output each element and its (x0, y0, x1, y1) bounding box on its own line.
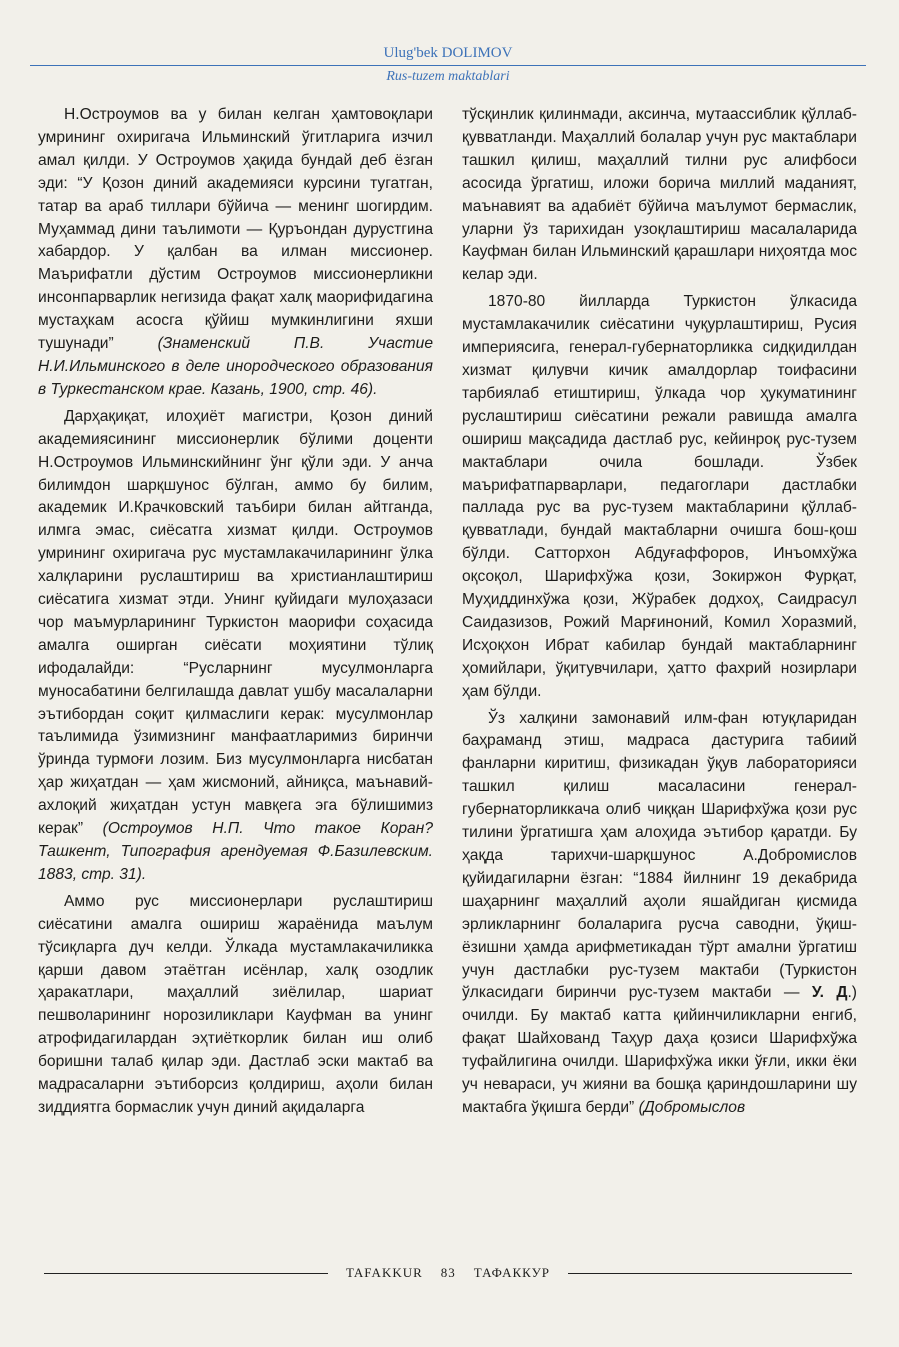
paragraph: тўсқинлик қилинмади, аксинча, мутаассиблик қўллаб-қувватланди. Маҳаллий болалар учун рус мактаблари ташкил қилиш, маҳаллий тилни рус алифбоси асосида ўргатиш, иложи борича миллий маданият, маънавият ва адабиёт бўйича маълумот бермаслик, уларни ўз тарихидан узоқлаштириш масалаларида Кауфман билан Ильминский қарашлари ниҳоятда мос келар эди. (462, 106, 857, 284)
paragraph: Аммо рус миссионерлари руслаштириш сиёсатини амалга ошириш жараёнида маълум тўсиқларга дуч келди. Ўлкада мустамлакачиликка қарши давом этаётган исёнлар, халқ озодлик ҳаракатлари, маҳаллий зиёлилар, шариат пешволарининг норозиликлари Кауфман ва унинг атрофидагилардан эҳтиёткорлик билан иш олиб боришни талаб қилар эди. Дастлаб эски мактаб ва мадрасаларни эътиборсиз қолдириш, аҳоли билан зиддиятга бормаслик учун диний ақидаларга (38, 892, 433, 1116)
author-name: Ulug'bek DOLIMOV (383, 45, 513, 61)
citation: (Добромыслов (638, 1098, 746, 1116)
citation: (Знаменский П.В. Участие Н.И.Ильминского в деле инородческого образования в Туркестанском крае. Казань, 1900, стр. 46). (38, 335, 433, 398)
right-column (462, 104, 857, 1124)
article-subtitle: Rus-tuzem maktablari (386, 69, 510, 84)
footer-rule-left (44, 1273, 328, 1274)
citation: (Остроумов Н.П. Что такое Коран? Ташкент, Типография арендуемая Ф.Базилевским. 1883, стр. 31). (38, 820, 433, 883)
footer-journal-latin: TAFAKKUR (346, 1265, 423, 1280)
page-header (30, 40, 866, 90)
left-column (38, 104, 433, 1124)
author-initials: У. Д (811, 984, 848, 1002)
paragraph: 1870-80 йилларда Туркистон ўлкасида мустамлакачилик сиёсатини чуқурлаштириш, Русия империясига, генерал-губернаторликка сидқидилдан хизмат қилувчи кичик амалдорлар тоифасини тарбиялаб етиштириш, ўлкада чор ҳукуматининг руслаштириш сиёсатини режали равишда амалга ошириш мақсадида дастлаб рус, кейинроқ рус-тузем мактаблари очила бошлади. Ўзбек маърифатпарварлари, педагоглари дастлабки паллада рус ва рус-тузем мактабларини қўллаб-қувватлади, бундай мактабларни очишга бош-қош бўлди. Сатторхон Абдуғаффоров, Инъомхўжа оқсоқол, Шарифхўжа қози, Зокиржон Фурқат, Муҳиддинхўжа қози, Жўрабек додхоҳ, Саидрасул Саидазизов, Рожий Марғиноний, Комил Хоразмий, Исҳоқхон Ибрат кабилар бундай мактабларнинг ҳомийлари, ўқитувчилари, ҳатто фахрий нозирлари ҳам бўлди. (462, 293, 857, 700)
page-number: 83 (440, 1265, 456, 1280)
paragraph: Н.Остроумов ва у билан келган ҳамтовоқлари умрининг охиригача Ильминский ўгитларига изчил амал қилди. У Остроумов ҳақида бундай деб ёзган эди: “У Қозон диний академияси курсини тугатган, татар ва араб тиллари бўйича — менинг шогирдим. Муҳаммад дини таълимоти — Қуръондан дурустгина хабардор. У қалбан ва илман миссионер. Маърифатли дўстим Остроумов миссионерликни инсонпарварлик негизида фақат халқ маорифидагина мустаҳкам асосга қўйиш мумкинлигини яхши тушунади” (Знаменский П.В. Участие Н.И.Ильминского в деле инородческого образования в Туркестанском крае. Казань, 1900, стр. 46). (38, 106, 433, 398)
paragraph: Дарҳақиқат, илоҳиёт магистри, Қозон диний академиясининг миссионерлик бўлими доценти Н.Остроумов Ильминскийнинг ўнг қўли эди. У анча билимдон шарқшунос бўлган, аммо бу билим, академик И.Крачковский таъбири билан айтганда, илмга эмас, сиёсатга хизмат қилди. Остроумов умрининг охиригача рус мустамлакачиларининг ўлка халқларини руслаштириш ва христианлаштириш сиёсатига хизмат этди. Унинг қуйидаги мулоҳазаси чор маъмурларининг Туркистон маорифи соҳасида амалга оширган сиёсати моҳиятини тўлиқ ифодалайди: “Русларнинг мусулмонларга муносабатини белгилашда давлат ушбу масалаларни эътибордан соқит қилмаслиги керак: мусулмонлар таълимида ўзимизнинг манфаатларимиз биринчи ўринда турмоғи лозим. Биз мусулмонларга нисбатан ҳар жиҳатдан — ҳам жисмоний, айниқса, маънавий-ахлоқий жиҳатдан устун мавқега эга бўлишимиз керак” (Остроумов Н.П. Что такое Коран? Ташкент, Типография арендуемая Ф.Базилевским. 1883, стр. 31). (38, 407, 433, 883)
page-footer (30, 1262, 866, 1284)
paragraph: Ўз халқини замонавий илм-фан ютуқларидан баҳраманд этиш, мадраса дастурига табиий фанларни киритиш, физикадан ўқув лабораторияси ташкил қилиш масаласини генерал-губернаторликкача олиб чиққан Шарифхўжа қози рус тилини ўргатишга ҳам алоҳида эътибор қаратди. Бу ҳақда тарихчи-шарқшунос А.Добромислов қуйидагиларни ёзган: “1884 йилнинг 19 декабрида шаҳарнинг маҳаллий аҳоли яшайдиган қисмида эрликларнинг болаларига русча саводни, ўқиш-ёзишни ҳамда арифметикадан тўрт амални ўргатиш учун дастлабки рус-тузем мактаби (Туркистон ўлкасидаги биринчи рус-тузем мактаби — У. Д.) очилди. Бу мактаб катта қийинчиликларни енгиб, фақат Шайхованд Таҳур даҳа қозиси Шарифхўжа туфайлигина очилди. Шарифхўжа икки ўғли, икки ёки уч невараси, уч жияни ва бошқа қариндошларини шу мактабга ўқишга берди” (Добромыслов (462, 709, 857, 1116)
footer-journal-cyrillic: ТАФАККУР (473, 1265, 550, 1280)
header-rule (30, 65, 866, 66)
footer-rule-right (568, 1273, 852, 1274)
